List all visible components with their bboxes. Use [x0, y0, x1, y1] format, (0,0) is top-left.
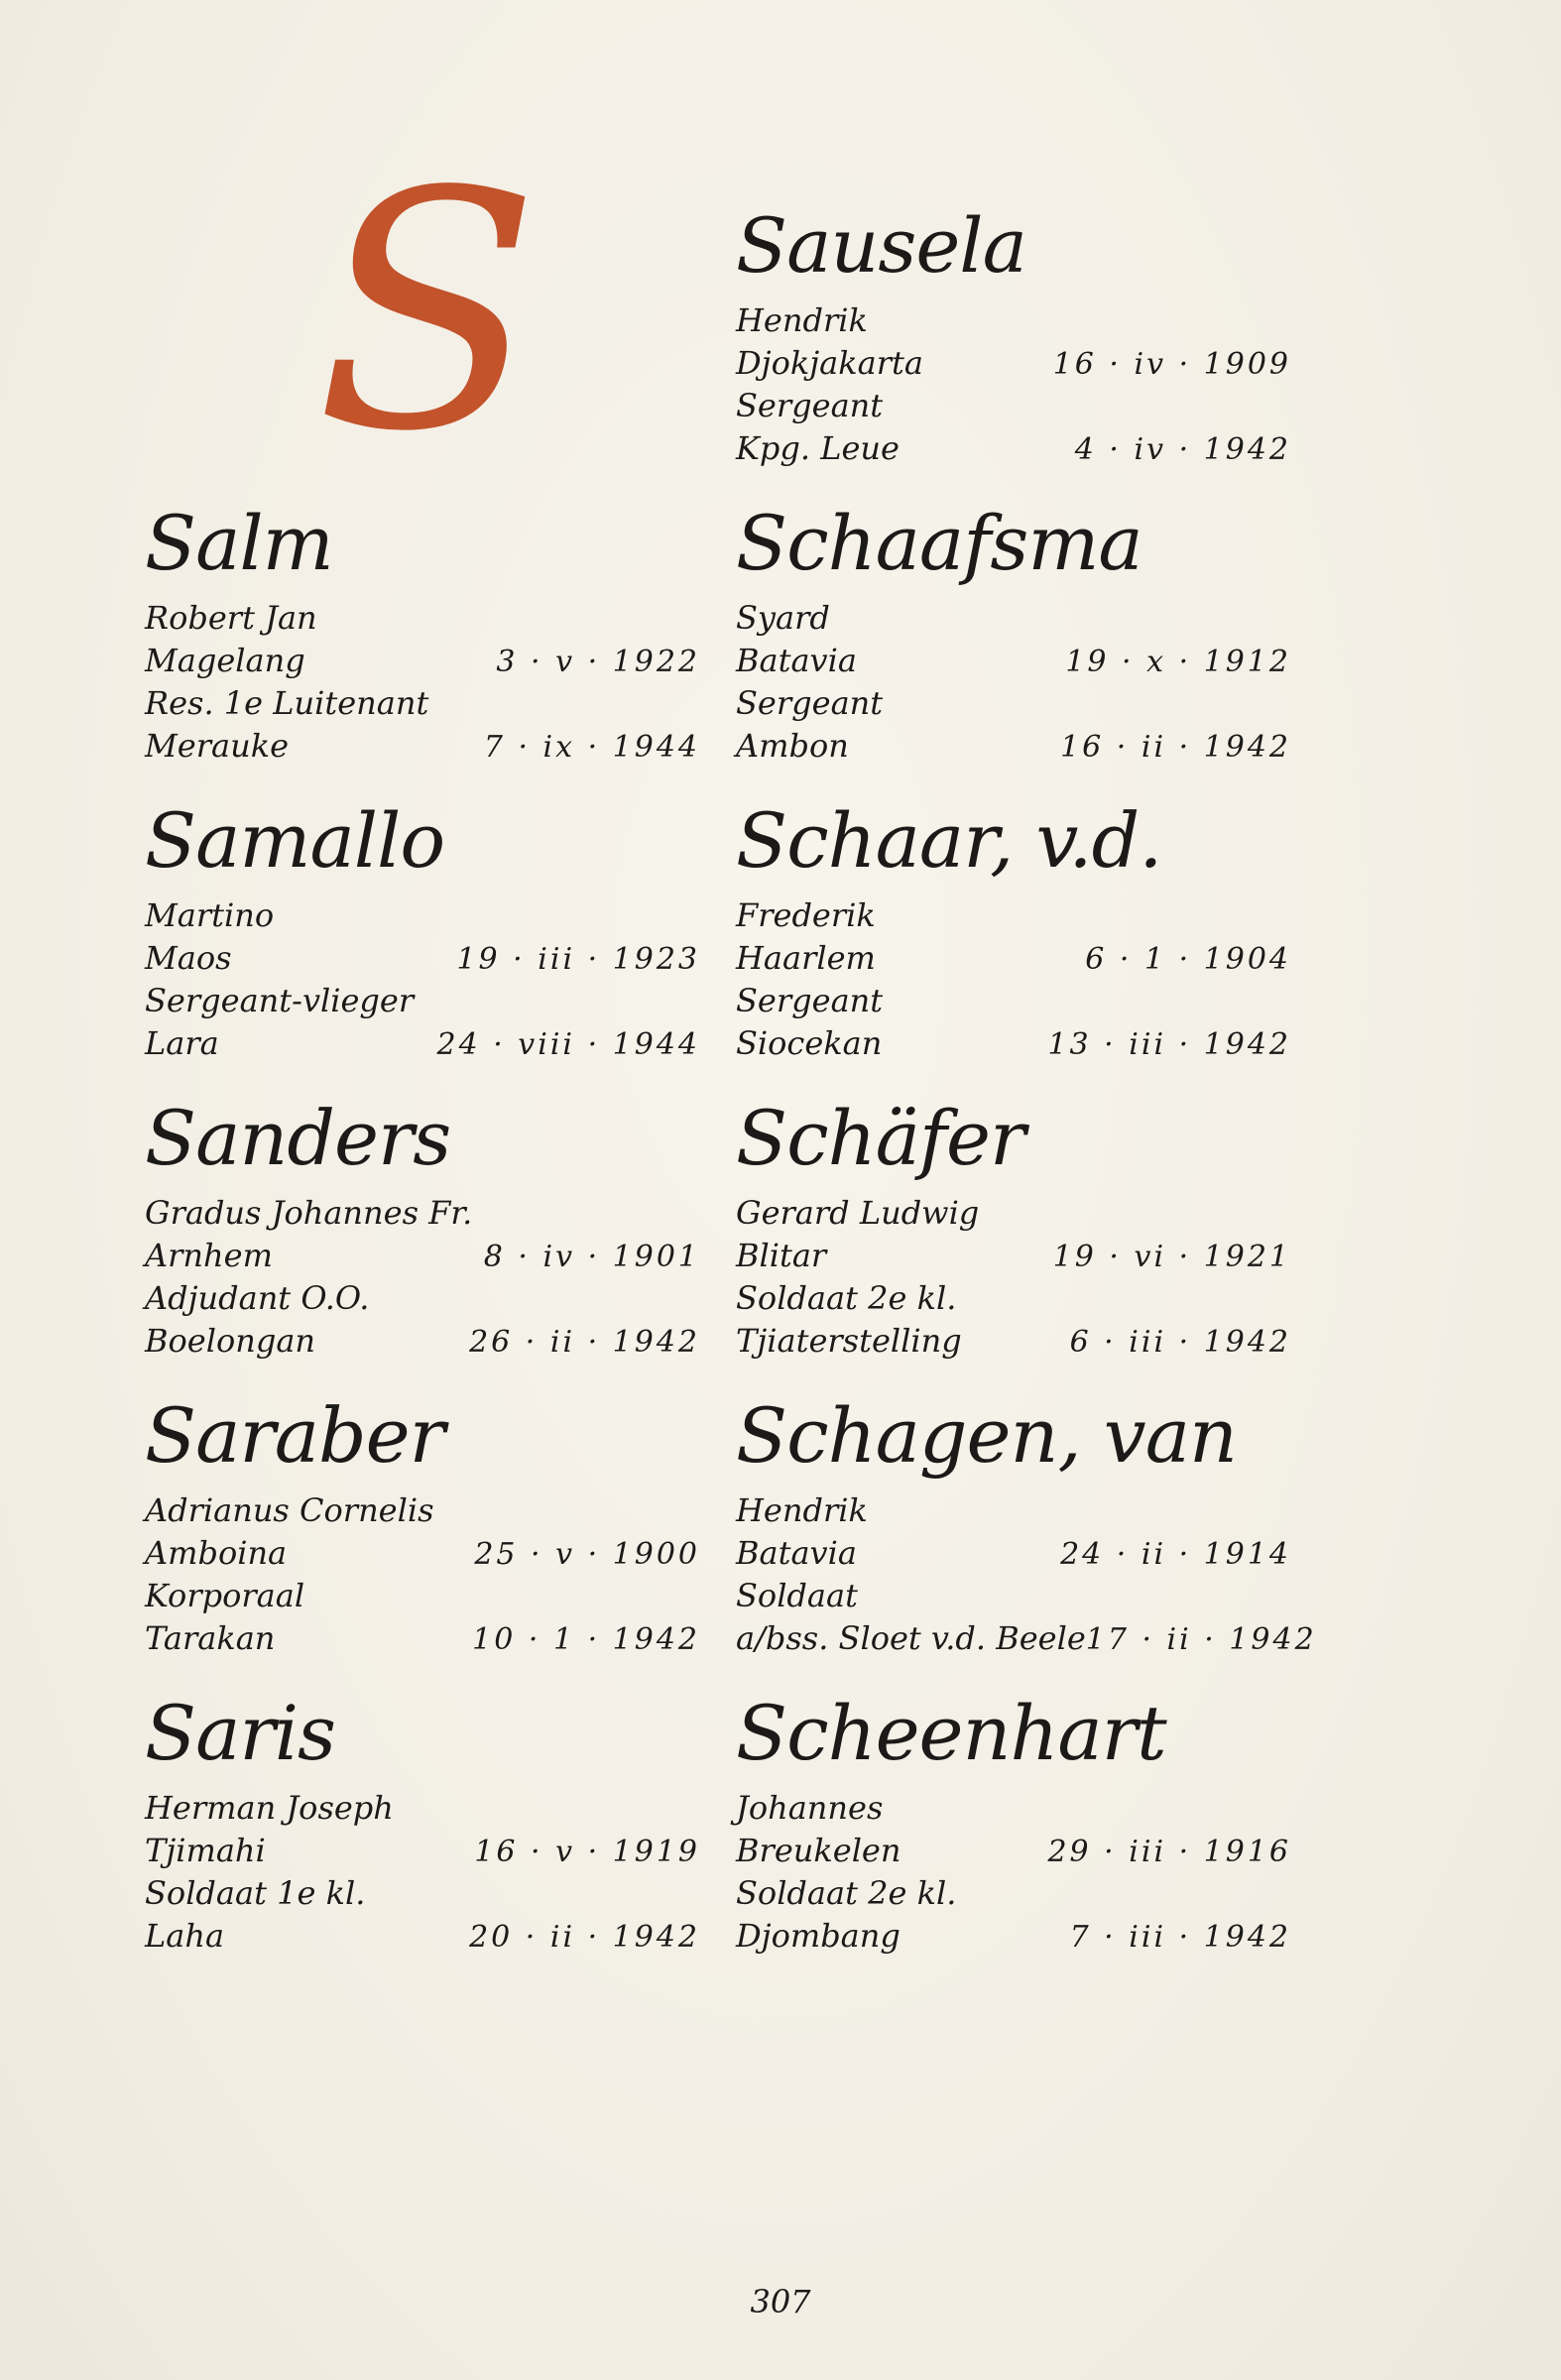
death-date: 7 · iii · 1942	[1069, 1920, 1291, 1955]
birth-place: Breukelen	[736, 1832, 901, 1869]
entry-saraber	[145, 1391, 700, 1660]
rank-line	[736, 385, 1291, 427]
death-line	[145, 1320, 700, 1363]
death-date: 24 · viii · 1944	[436, 1027, 700, 1062]
rank-line	[145, 1575, 700, 1617]
entry-sanders	[145, 1094, 700, 1363]
death-date: 20 · ii · 1942	[469, 1920, 700, 1955]
surname: Sanders	[145, 1094, 451, 1182]
entry-schaar	[736, 796, 1291, 1065]
birth-date: 16 · iv · 1909	[1052, 347, 1291, 382]
given-name-line	[736, 1489, 1291, 1532]
rank-line	[145, 1872, 700, 1915]
death-date: 6 · iii · 1942	[1069, 1325, 1291, 1360]
surname: Scheenhart	[736, 1689, 1166, 1777]
rank: Res. 1e Luitenant	[145, 684, 429, 722]
death-place: Tarakan	[145, 1619, 276, 1657]
birth-place: Amboina	[145, 1534, 288, 1572]
birth-date: 24 · ii · 1914	[1060, 1537, 1291, 1572]
birth-line	[736, 640, 1291, 682]
death-line	[736, 1022, 1291, 1065]
rank: Adjudant O.O.	[145, 1279, 370, 1317]
entry-scheenhart	[736, 1689, 1291, 1958]
rank-line	[736, 1277, 1291, 1320]
entry-salm	[145, 499, 700, 768]
surname: Schaar, v.d.	[736, 796, 1162, 885]
rank: Sergeant-vlieger	[145, 982, 415, 1019]
death-line	[736, 1320, 1291, 1363]
given-name-line	[145, 1489, 700, 1532]
given-name-line	[736, 1192, 1291, 1235]
death-date: 4 · iv · 1942	[1074, 432, 1291, 467]
surname: Salm	[145, 499, 333, 587]
birth-place: Magelang	[145, 642, 305, 679]
rank: Korporaal	[145, 1577, 305, 1614]
given-name: Robert Jan	[145, 599, 317, 637]
death-line	[145, 1617, 700, 1660]
birth-date: 16 · v · 1919	[474, 1835, 700, 1869]
birth-place: Haarlem	[736, 939, 876, 977]
given-name: Johannes	[736, 1789, 884, 1827]
birth-date: 25 · v · 1900	[474, 1537, 700, 1572]
page-number: 307	[750, 2283, 811, 2320]
birth-line	[736, 1830, 1291, 1872]
birth-date: 3 · v · 1922	[496, 645, 700, 679]
death-place: Djombang	[736, 1917, 901, 1955]
rank: Soldaat 1e kl.	[145, 1874, 366, 1912]
rank-line	[736, 1872, 1291, 1915]
given-name-line	[736, 299, 1291, 342]
entry-schaafsma	[736, 499, 1291, 768]
given-name-line	[145, 894, 700, 937]
birth-date: 19 · x · 1912	[1065, 645, 1291, 679]
death-place: Boelongan	[145, 1322, 315, 1360]
death-place: Laha	[145, 1917, 225, 1955]
birth-line	[736, 1532, 1291, 1575]
death-date: 17 · ii · 1942	[1085, 1622, 1317, 1657]
given-name-line	[145, 1192, 700, 1235]
given-name: Hendrik	[736, 301, 868, 339]
death-place: Siocekan	[736, 1024, 883, 1062]
death-line	[736, 1915, 1291, 1958]
birth-place: Batavia	[736, 1534, 857, 1572]
birth-date: 29 · iii · 1916	[1047, 1835, 1291, 1869]
birth-line	[145, 640, 700, 682]
birth-line	[736, 937, 1291, 980]
birth-line	[145, 1532, 700, 1575]
rank: Soldaat 2e kl.	[736, 1279, 957, 1317]
birth-line	[736, 1235, 1291, 1277]
birth-line	[145, 1235, 700, 1277]
surname: Schaafsma	[736, 499, 1142, 587]
surname: Schäfer	[736, 1094, 1025, 1182]
rank-line	[736, 682, 1291, 725]
given-name: Herman Joseph	[145, 1789, 394, 1827]
death-date: 10 · 1 · 1942	[472, 1622, 700, 1657]
entry-schagen	[736, 1391, 1317, 1660]
rank-line	[145, 682, 700, 725]
birth-place: Arnhem	[145, 1237, 273, 1274]
surname: Saris	[145, 1689, 336, 1777]
death-place: Lara	[145, 1024, 219, 1062]
rank: Sergeant	[736, 387, 884, 424]
surname: Samallo	[145, 796, 445, 885]
surname: Sausela	[736, 201, 1026, 290]
entry-sausela	[736, 201, 1291, 470]
birth-date: 19 · vi · 1921	[1052, 1240, 1291, 1274]
birth-date: 6 · 1 · 1904	[1085, 942, 1291, 977]
death-line	[736, 427, 1291, 470]
entry-schafer	[736, 1094, 1291, 1363]
given-name-line	[736, 894, 1291, 937]
surname: Saraber	[145, 1391, 444, 1480]
given-name-line	[736, 1787, 1291, 1830]
death-place: Kpg. Leue	[736, 429, 900, 467]
entry-samallo	[145, 796, 700, 1065]
given-name: Syard	[736, 599, 830, 637]
given-name-line	[736, 597, 1291, 640]
death-line	[736, 725, 1291, 768]
birth-place: Tjimahi	[145, 1832, 266, 1869]
death-line	[145, 725, 700, 768]
rank-line	[145, 1277, 700, 1320]
death-date: 26 · ii · 1942	[469, 1325, 700, 1360]
rank: Soldaat	[736, 1577, 858, 1614]
entry-saris	[145, 1689, 700, 1958]
given-name: Gradus Johannes Fr.	[145, 1194, 473, 1232]
death-line	[145, 1915, 700, 1958]
death-place: a/bss. Sloet v.d. Beele	[736, 1619, 1086, 1657]
death-date: 13 · iii · 1942	[1047, 1027, 1291, 1062]
birth-line	[145, 1830, 700, 1872]
rank: Sergeant	[736, 982, 884, 1019]
decorative-initial-letter: S	[315, 122, 540, 503]
rank-line	[736, 1575, 1291, 1617]
birth-place: Batavia	[736, 642, 857, 679]
given-name: Adrianus Cornelis	[145, 1491, 434, 1529]
rank: Soldaat 2e kl.	[736, 1874, 957, 1912]
given-name: Martino	[145, 896, 275, 934]
rank-line	[736, 980, 1291, 1022]
birth-line	[145, 937, 700, 980]
given-name: Hendrik	[736, 1491, 868, 1529]
rank-line	[145, 980, 700, 1022]
death-place: Merauke	[145, 727, 290, 765]
death-place: Ambon	[736, 727, 849, 765]
death-date: 16 · ii · 1942	[1060, 730, 1291, 765]
surname: Schagen, van	[736, 1391, 1237, 1480]
birth-date: 19 · iii · 1923	[456, 942, 700, 977]
birth-place: Maos	[145, 939, 232, 977]
death-line	[736, 1617, 1317, 1660]
death-date: 7 · ix · 1944	[483, 730, 700, 765]
birth-line	[736, 342, 1291, 385]
given-name-line	[145, 597, 700, 640]
birth-date: 8 · iv · 1901	[483, 1240, 700, 1274]
death-place: Tjiaterstelling	[736, 1322, 962, 1360]
birth-place: Djokjakarta	[736, 344, 923, 382]
death-line	[145, 1022, 700, 1065]
rank: Sergeant	[736, 684, 884, 722]
given-name-line	[145, 1787, 700, 1830]
given-name: Frederik	[736, 896, 876, 934]
birth-place: Blitar	[736, 1237, 827, 1274]
given-name: Gerard Ludwig	[736, 1194, 980, 1232]
